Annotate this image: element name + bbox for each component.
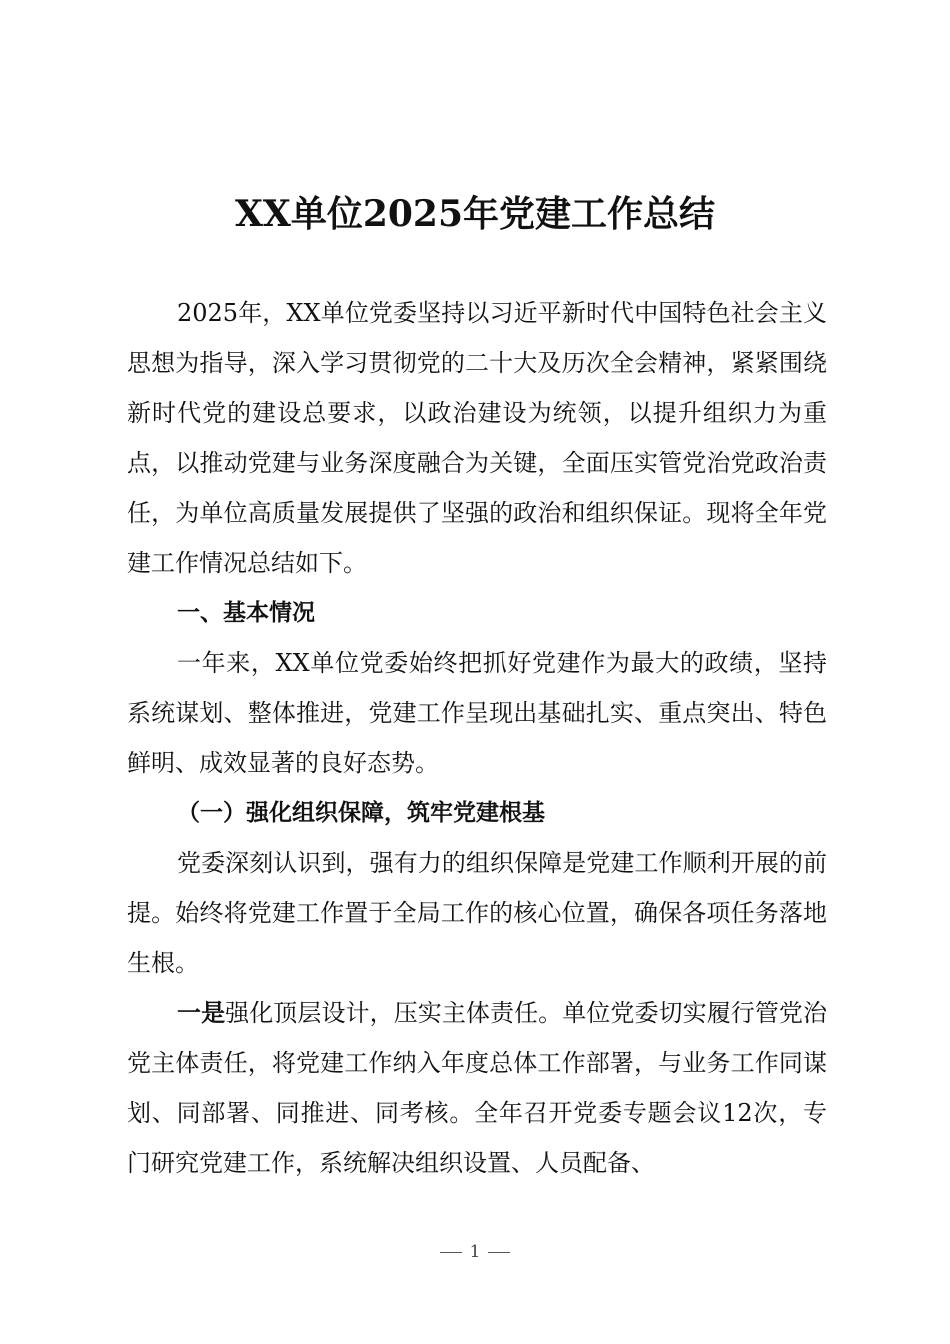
section-heading-basic-situation: 一、基本情况 [177, 600, 315, 626]
document-body [127, 288, 827, 1188]
footer-dash-right [488, 1252, 510, 1253]
item1-paragraph [127, 988, 827, 1188]
subsection1-paragraph: 党委深刻认识到，强有力的组织保障是党建工作顺利开展的前提。始终将党建工作置于全局工作的核心位置，确保各项任务落地生根。 [127, 849, 827, 977]
item1-lead: 一是 [177, 999, 226, 1027]
page-number: 1 [469, 1242, 481, 1262]
section1-paragraph: 一年来，XX单位党委始终把抓好党建作为最大的政绩，坚持系统谋划、整体推进，党建工作呈现出基础扎实、重点突出、特色鲜明、成效显著的良好态势。 [127, 649, 827, 777]
footer-dash-left [440, 1252, 462, 1253]
page-footer [0, 1242, 950, 1262]
document-title: XX单位2025年党建工作总结 [234, 193, 716, 235]
item1-text: 强化顶层设计，压实主体责任。单位党委切实履行管党治党主体责任，将党建工作纳入年度总体工作部署，与业务工作同谋划、同部署、同推进、同考核。全年召开党委专题会议12次，专门研究党建工作，系统解决组织设置、人员配备、 [127, 999, 828, 1177]
subsection-heading-organization: （一）强化组织保障，筑牢党建根基 [177, 800, 545, 826]
intro-paragraph: 2025年，XX单位党委坚持以习近平新时代中国特色社会主义思想为指导，深入学习贯彻党的二十大及历次全会精神，紧紧围绕新时代党的建设总要求，以政治建设为统领，以提升组织力为重点，以推动党建与业务深度融合为关键，全面压实管党治党政治责任，为单位高质量发展提供了坚强的政治和组织保证。现将全年党建工作情况总结如下。 [127, 299, 827, 577]
